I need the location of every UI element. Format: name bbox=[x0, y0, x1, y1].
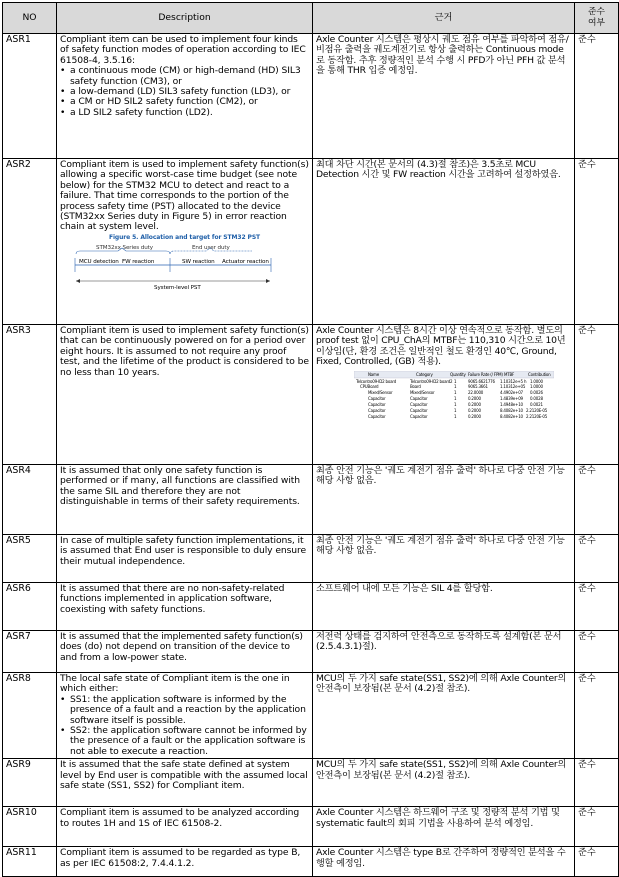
row-no: ASR1 bbox=[3, 34, 57, 159]
row-compliance: 준수 bbox=[575, 847, 619, 877]
row-description: It is assumed that the implemented safety function(s) does (do) not depend on transition of the device to and from a low-power state. bbox=[57, 631, 313, 673]
arrow-head-left bbox=[76, 279, 80, 283]
svg-text:0.0026: 0.0026 bbox=[530, 389, 543, 395]
list-item: • SS2: the application software cannot be informed by the presence of a fault or the application software is not able to execute a reaction. bbox=[70, 726, 309, 757]
row-compliance: 준수 bbox=[575, 759, 619, 807]
svg-text:Capacitor: Capacitor bbox=[368, 413, 386, 419]
row-no: ASR4 bbox=[3, 465, 57, 535]
mtbf-row bbox=[368, 414, 548, 419]
svg-text:22.0000: 22.0000 bbox=[468, 389, 484, 395]
list-item: • a LD SIL2 safety function (LD2). bbox=[70, 108, 309, 118]
segment-label: Actuator reaction bbox=[222, 258, 269, 265]
segment-label: SW reaction bbox=[182, 258, 215, 265]
svg-text:2.2120E-05: 2.2120E-05 bbox=[526, 413, 548, 419]
svg-text:Mixed/Sensor: Mixed/Sensor bbox=[368, 389, 393, 395]
mtbf-col-header: Failure Rate (/ FPM) bbox=[468, 371, 503, 377]
svg-text:8.4082e+10: 8.4082e+10 bbox=[500, 407, 523, 413]
row-compliance: 준수 bbox=[575, 673, 619, 759]
svg-text:CPUBoard: CPUBoard bbox=[360, 383, 379, 389]
mtbf-col-header: Contribution bbox=[528, 371, 551, 377]
compliance-header-line2: 여부 bbox=[588, 18, 605, 28]
row-no: ASR7 bbox=[3, 631, 57, 673]
stm-duty-brace bbox=[76, 248, 170, 254]
list-item: • a low-demand (LD) SIL3 safety function (LD3), or bbox=[70, 87, 309, 97]
row-reference bbox=[313, 325, 575, 465]
col-header-compliance bbox=[575, 3, 619, 34]
row-description: It is assumed that the safe state defined at system level by End user is compatible with the assumed local safe state (SS1, SS2) for Compliant item. bbox=[57, 759, 313, 807]
svg-text:1: 1 bbox=[454, 378, 457, 384]
svg-text:2.2120E-05: 2.2120E-05 bbox=[526, 407, 548, 413]
svg-text:Mixed/Sensor: Mixed/Sensor bbox=[410, 389, 435, 395]
svg-text:Capacitor: Capacitor bbox=[368, 401, 386, 407]
row-description: Compliant item is assumed to be regarded as type B, as per IEC 61508:2, 7.4.4.1.2. bbox=[57, 847, 313, 877]
table-row bbox=[3, 465, 619, 535]
row-compliance: 준수 bbox=[575, 34, 619, 159]
svg-text:1: 1 bbox=[454, 395, 457, 401]
mtbf-row bbox=[368, 396, 543, 401]
end-user-brace bbox=[170, 248, 252, 254]
svg-text:0.2000: 0.2000 bbox=[468, 401, 481, 407]
svg-text:1.0000: 1.0000 bbox=[530, 378, 543, 384]
figure-caption: Figure 5. Allocation and target for STM32 PST bbox=[108, 233, 261, 241]
table-header-row bbox=[3, 3, 619, 34]
svg-text:0.2000: 0.2000 bbox=[468, 407, 481, 413]
svg-text:8.4082e+10: 8.4082e+10 bbox=[500, 413, 523, 419]
row-reference: 저전력 상태를 검지하여 안전측으로 동작하도록 설계함(본 문서 (2.5.4.3.1)절). bbox=[313, 631, 575, 673]
segment-label: FW reaction bbox=[122, 258, 155, 265]
svg-text:Capacitor: Capacitor bbox=[410, 395, 428, 401]
svg-text:Capacitor: Capacitor bbox=[410, 413, 428, 419]
row-reference: Axle Counter 시스템은 type B로 간주하여 정량적인 분석을 수행할 예정임. bbox=[313, 847, 575, 877]
table-row bbox=[3, 325, 619, 465]
stm-duty-label: STM32xx Series duty bbox=[96, 244, 153, 251]
row-reference: Axle Counter 시스템은 평상시 궤도 점유 여부를 파악하여 점유/비점유 출력을 궤도계전기로 항상 출력하는 Continuous mode로 동작함. 추후 정량적인 분석 수행 시 PFD가 아닌 PFH 값 분석을 통해 THR 입증 예정임. bbox=[313, 34, 575, 159]
row-no: ASR10 bbox=[3, 807, 57, 847]
svg-text:0.2000: 0.2000 bbox=[468, 395, 481, 401]
row-reference: 최종 안전 기능은 '궤도 계전기 점유 출력' 하나로 다중 안전 기능 해당 사항 없음. bbox=[313, 535, 575, 583]
svg-text:4.4902e+07: 4.4902e+07 bbox=[500, 389, 523, 395]
mtbf-col-header: Quantity bbox=[450, 371, 466, 377]
row-description bbox=[57, 159, 313, 325]
svg-text:Capacitor: Capacitor bbox=[368, 407, 386, 413]
svg-text:1.0000: 1.0000 bbox=[530, 383, 543, 389]
svg-text:1: 1 bbox=[454, 401, 457, 407]
svg-text:Capacitor: Capacitor bbox=[410, 407, 428, 413]
row-reference: 최종 안전 기능은 '궤도 계전기 점유 출력' 하나로 다중 안전 기능 해당 사항 없음. bbox=[313, 465, 575, 535]
row-description bbox=[57, 673, 313, 759]
svg-text:1.4948e+10: 1.4948e+10 bbox=[500, 401, 523, 407]
list-item: • a continuous mode (CM) or high-demand (HD) SIL3 safety function (CM3), or bbox=[70, 66, 309, 87]
row-reference: MCU의 두 가지 safe state(SS1, SS2)에 의해 Axle Counter의 안전측이 보장됨(본 문서 (4.2)절 참조). bbox=[313, 759, 575, 807]
row-no: ASR5 bbox=[3, 535, 57, 583]
row-reference: 최대 차단 시간(본 문서의 (4.3)절 참조)은 3.5초로 MCU Detection 시간 및 FW reaction 시간을 고려하여 설정하였음. bbox=[313, 159, 575, 325]
row-compliance: 준수 bbox=[575, 465, 619, 535]
row-no: ASR3 bbox=[3, 325, 57, 465]
mtbf-col-header: Name bbox=[368, 371, 380, 377]
mode-list bbox=[60, 66, 309, 118]
svg-text:0.0021: 0.0021 bbox=[530, 401, 543, 407]
row-compliance: 준수 bbox=[575, 159, 619, 325]
mtbf-col-header: Category bbox=[416, 371, 433, 377]
row-reference: MCU의 두 가지 safe state(SS1, SS2)에 의해 Axle Counter의 안전측이 보장됨(본 문서 (4.2)절 참조). bbox=[313, 673, 575, 759]
description-intro: Compliant item can be used to implement four kinds of safety function modes of operation according to IEC 61508-4, 3.5.16: bbox=[60, 34, 306, 66]
description-text: Compliant item is used to implement safety function(s) allowing a specific worst-case time budget (see note below) for the STM32 MCU to detect and react to a failure. That time corresponds to the portion of the process safety time (PST) allocated to the device (STM32xx Series duty in Figure 5) in error reaction chain at system level. bbox=[60, 159, 309, 233]
svg-text:1: 1 bbox=[454, 413, 457, 419]
svg-text:1.4839e+09: 1.4839e+09 bbox=[500, 395, 523, 401]
row-compliance: 준수 bbox=[575, 535, 619, 583]
row-reference: Axle Counter 시스템은 하드웨어 구조 및 정량적 분석 기법 및 systematic fault의 회피 기법을 사용하여 분석 예정임. bbox=[313, 807, 575, 847]
svg-text:1.10312e+05: 1.10312e+05 bbox=[500, 383, 526, 389]
table-row bbox=[3, 847, 619, 877]
row-compliance: 준수 bbox=[575, 807, 619, 847]
pst-allocation-diagram bbox=[74, 244, 274, 294]
table-row bbox=[3, 673, 619, 759]
svg-text:0.0028: 0.0028 bbox=[530, 395, 543, 401]
col-header-reference: 근거 bbox=[313, 3, 575, 34]
mtbf-col-header: MTBF bbox=[504, 371, 515, 377]
row-description: It is assumed that there are no non-safety-related functions implemented in application software, coexisting with safety functions. bbox=[57, 583, 313, 631]
svg-text:Telcontro09-ID2 board2: Telcontro09-ID2 board2 bbox=[410, 378, 453, 384]
safe-state-list bbox=[60, 695, 309, 757]
mtbf-row bbox=[360, 384, 543, 389]
end-user-duty-label: End user duty bbox=[192, 244, 230, 251]
mtbf-row bbox=[368, 408, 548, 413]
description-intro: The local safe state of Compliant item is the one in which either: bbox=[60, 673, 290, 695]
col-header-no: NO bbox=[3, 3, 57, 34]
table-row bbox=[3, 34, 619, 159]
list-item: • SS1: the application software is informed by the presence of a fault and a reaction by the application software itself is possible. bbox=[70, 695, 309, 726]
arrow-head-right bbox=[266, 279, 270, 283]
svg-text:Capacitor: Capacitor bbox=[410, 401, 428, 407]
segment-label: MCU detection bbox=[79, 258, 119, 265]
compliance-header-line1: 준수 bbox=[588, 7, 605, 17]
row-no: ASR6 bbox=[3, 583, 57, 631]
table-row bbox=[3, 631, 619, 673]
svg-text:Capacitor: Capacitor bbox=[368, 395, 386, 401]
row-no: ASR2 bbox=[3, 159, 57, 325]
row-no: ASR8 bbox=[3, 673, 57, 759]
row-compliance: 준수 bbox=[575, 325, 619, 465]
mtbf-screenshot-table bbox=[354, 371, 554, 419]
table-row bbox=[3, 583, 619, 631]
svg-text:0.2000: 0.2000 bbox=[468, 413, 481, 419]
reference-text: Axle Counter 시스템은 8시간 이상 연속적으로 동작함. 별도의 proof test 없이 CPU_ChA의 MTBF는 110,310 시간으로 10년 이상임(단, 환경 조건은 일반적인 철도 환경인 40℃, Ground, Fixed, Controlled, (GB) 적용). bbox=[316, 325, 566, 368]
table-row bbox=[3, 807, 619, 847]
row-description bbox=[57, 34, 313, 159]
row-compliance: 준수 bbox=[575, 631, 619, 673]
row-no: ASR11 bbox=[3, 847, 57, 877]
table-row bbox=[3, 159, 619, 325]
row-description: In case of multiple safety function implementations, it is assumed that End user is responsible to duly ensure their mutual independence. bbox=[57, 535, 313, 583]
row-description: Compliant item is assumed to be analyzed according to routes 1H and 1S of IEC 61508-2. bbox=[57, 807, 313, 847]
table-row bbox=[3, 535, 619, 583]
row-description: Compliant item is used to implement safety function(s) that can be continuously powered on for a period over eight hours. It is assumed to not require any proof test, and the lifetime of the product is considered to be no less than 10 years. bbox=[57, 325, 313, 465]
row-compliance: 준수 bbox=[575, 583, 619, 631]
svg-text:9065.6621776: 9065.6621776 bbox=[468, 378, 495, 384]
svg-text:9065.3661: 9065.3661 bbox=[468, 383, 488, 389]
list-item: • a CM or HD SIL2 safety function (CM2), or bbox=[70, 97, 309, 107]
mtbf-row bbox=[368, 402, 543, 407]
row-no: ASR9 bbox=[3, 759, 57, 807]
svg-text:Telcontro09-ID2 board: Telcontro09-ID2 board bbox=[356, 378, 397, 384]
system-pst-label: System-level PST bbox=[154, 284, 201, 291]
mtbf-row bbox=[368, 390, 543, 395]
svg-text:1: 1 bbox=[454, 389, 457, 395]
row-description: It is assumed that only one safety function is performed or if many, all functions are classified with the same SIL and therefore they are not distinguishable in terms of their safety requirements. bbox=[57, 465, 313, 535]
col-header-description: Description bbox=[57, 3, 313, 34]
svg-text:Board: Board bbox=[410, 383, 421, 389]
table-row bbox=[3, 759, 619, 807]
svg-text:1.10312e+5 h: 1.10312e+5 h bbox=[500, 378, 527, 384]
safety-requirements-table bbox=[2, 2, 619, 877]
row-reference: 소프트웨어 내에 모든 기능은 SIL 4를 할당함. bbox=[313, 583, 575, 631]
svg-text:1: 1 bbox=[454, 383, 457, 389]
svg-text:1: 1 bbox=[454, 407, 457, 413]
